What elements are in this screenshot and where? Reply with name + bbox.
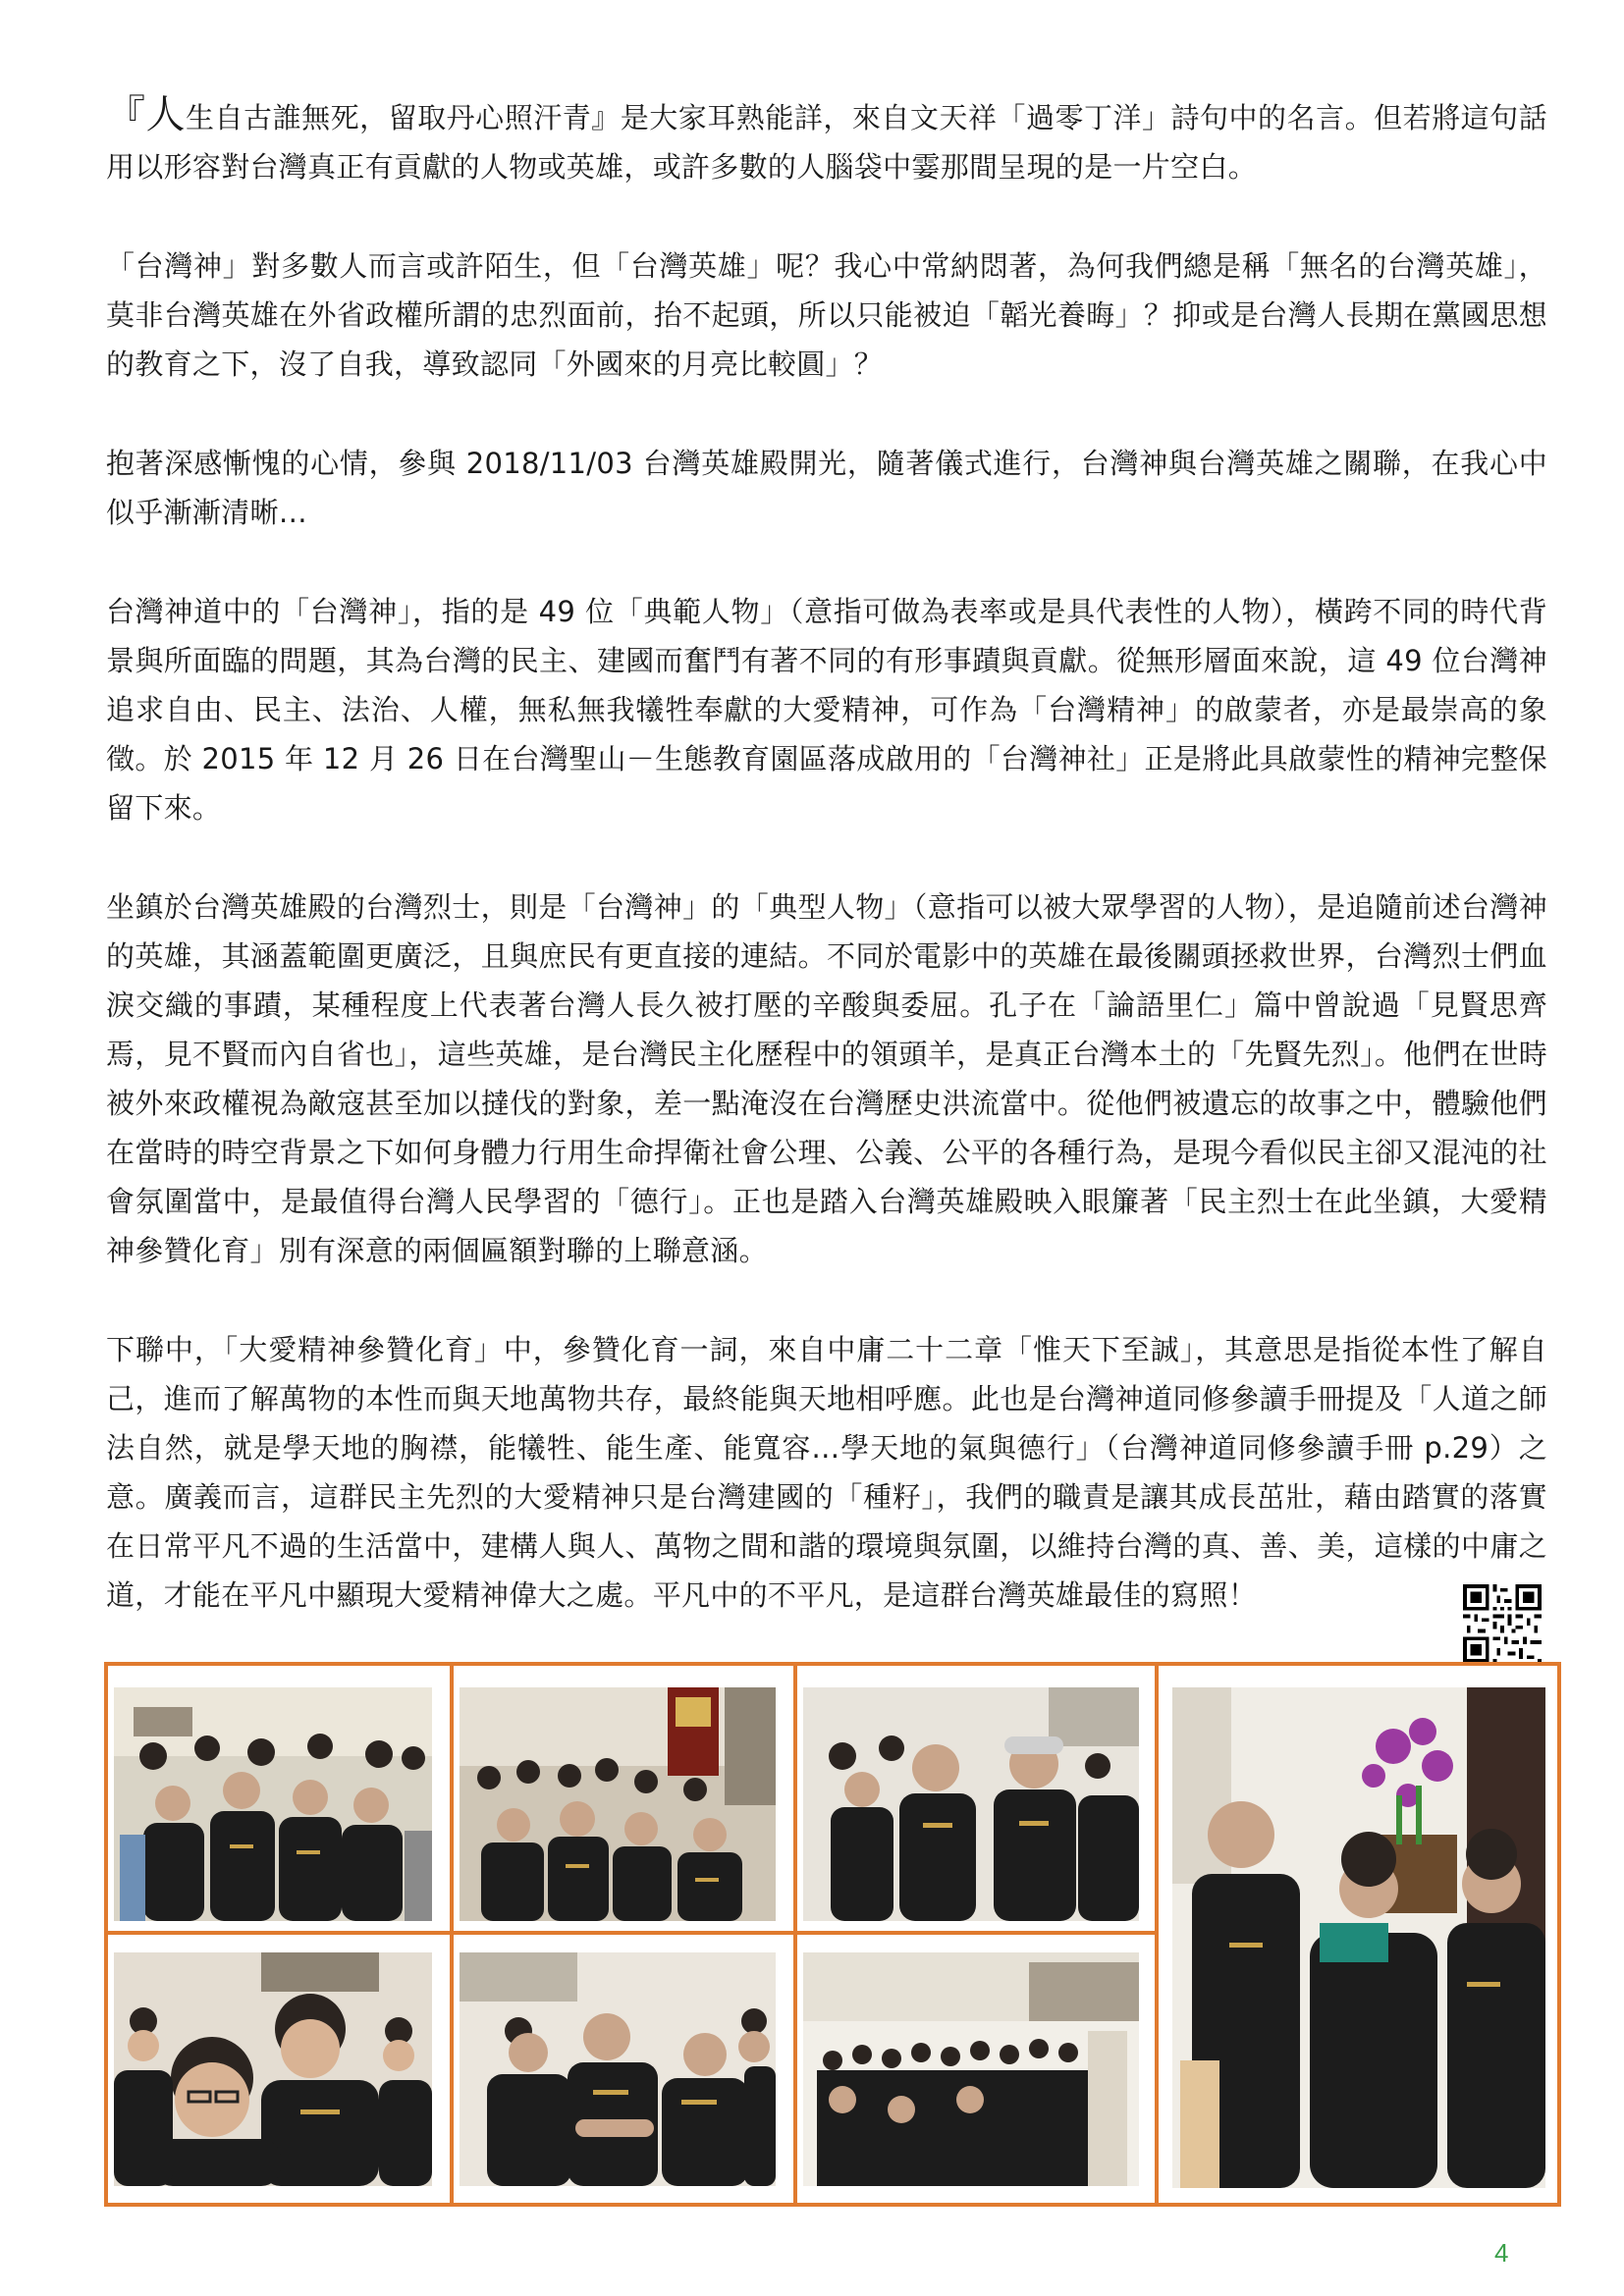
page-number: 4 bbox=[1494, 2238, 1509, 2268]
paragraph-3: 抱著深感慚愧的心情，參與 2018/11/03 台灣英雄殿開光，隨著儀式進行，台灣神與台灣英雄之關聯，在我心中似乎漸漸清晰… bbox=[106, 447, 1547, 529]
paragraph-1-text: 生自古誰無死，留取丹心照汗青』是大家耳熟能詳，來自文天祥「過零丁洋」詩句中的名言。但若將這句話用以形容對台灣真正有貢獻的人物或英雄，或許多數的人腦袋中霎那間呈現的是一片空白。 bbox=[106, 101, 1547, 184]
qr-code[interactable] bbox=[1463, 1584, 1542, 1663]
paragraph-5: 坐鎮於台灣英雄殿的台灣烈士，則是「台灣神」的「典型人物」（意指可以被大眾學習的人物），是追隨前述台灣神的英雄，其涵蓋範圍更廣泛，且與庶民有更直接的連結。不同於電影中的英雄在最後關頭拯救世界，台灣烈士們血淚交織的事蹟，某種程度上代表著台灣人長久被打壓的辛酸與委屈。孔子在「論語里仁」篇中曾說過「見賢思齊焉，見不賢而內自省也」，這些英雄，是台灣民主化歷程中的領頭羊，是真正台灣本土的「先賢先烈」。他們在世時被外來政權視為敵寇甚至加以撻伐的對象，差一點淹沒在台灣歷史洪流當中。從他們被遺忘的故事之中，體驗他們在當時的時空背景之下如何身體力行用生命捍衛社會公理、公義、公平的各種行為，是現今看似民主卻又混沌的社會氛圍當中，是最值得台灣人民學習的「德行」。正也是踏入台灣英雄殿映入眼簾著「民主烈士在此坐鎮，大愛精神參贊化育」別有深意的兩個匾額對聯的上聯意涵。 bbox=[106, 890, 1547, 1267]
photo-gallery bbox=[104, 1662, 1561, 2207]
photo-ceremony-offering bbox=[1172, 1687, 1545, 2188]
article-body bbox=[106, 90, 1547, 1670]
photo-audience-seated bbox=[114, 1687, 432, 1921]
paragraph-1-initial: 『人 bbox=[106, 92, 187, 137]
photo-selfie bbox=[114, 1952, 432, 2186]
gallery-divider bbox=[108, 1931, 1155, 1935]
photo-standing-men bbox=[803, 1687, 1139, 1921]
paragraph-6: 下聯中，「大愛精神參贊化育」中，參贊化育一詞，來自中庸二十二章「惟天下至誠」，其意思是指從本性了解自己，進而了解萬物的本性而與天地萬物共存，最終能與天地相呼應。此也是台灣神道同修參讀手冊提及「人道之師法自然，就是學天地的胸襟，能犧牲、能生產、能寬容…學天地的氣與德行」（台灣神道同修參讀手冊 p.29）之意。廣義而言，這群民主先烈的大愛精神只是台灣建國的「種籽」，我們的職責是讓其成長茁壯，藉由踏實的落實在日常平凡不過的生活當中，建構人與人、萬物之間和諧的環境與氛圍，以維持台灣的真、善、美，這樣的中庸之道，才能在平凡中顯現大愛精神偉大之處。平凡中的不平凡，是這群台灣英雄最佳的寫照！ bbox=[106, 1333, 1547, 1612]
paragraph-1 bbox=[106, 90, 1547, 191]
photo-men-arms-crossed bbox=[460, 1952, 776, 2186]
paragraph-2: 「台灣神」對多數人而言或許陌生，但「台灣英雄」呢？我心中常納悶著，為何我們總是稱「無名的台灣英雄」，莫非台灣英雄在外省政權所謂的忠烈面前，抬不起頭，所以只能被迫「韜光養晦」？抑或是台灣人長期在黨國思想的教育之下，沒了自我，導致認同「外國來的月亮比較圓」？ bbox=[106, 249, 1547, 381]
gallery-divider bbox=[1155, 1666, 1159, 2203]
photo-hall-altar bbox=[460, 1687, 776, 1921]
photo-crowd-hall bbox=[803, 1952, 1139, 2186]
paragraph-4: 台灣神道中的「台灣神」，指的是 49 位「典範人物」（意指可做為表率或是具代表性的人物），橫跨不同的時代背景與所面臨的問題，其為台灣的民主、建國而奮鬥有著不同的有形事蹟與貢獻。從無形層面來說，這 49 位台灣神追求自由、民主、法治、人權，無私無我犧牲奉獻的大愛精神，可作為「台灣精神」的啟蒙者，亦是最崇高的象徵。於 2015 年 12 月 26 日在台灣聖山－生態教育園區落成啟用的「台灣神社」正是將此具啟蒙性的精神完整保留下來。 bbox=[106, 595, 1547, 825]
